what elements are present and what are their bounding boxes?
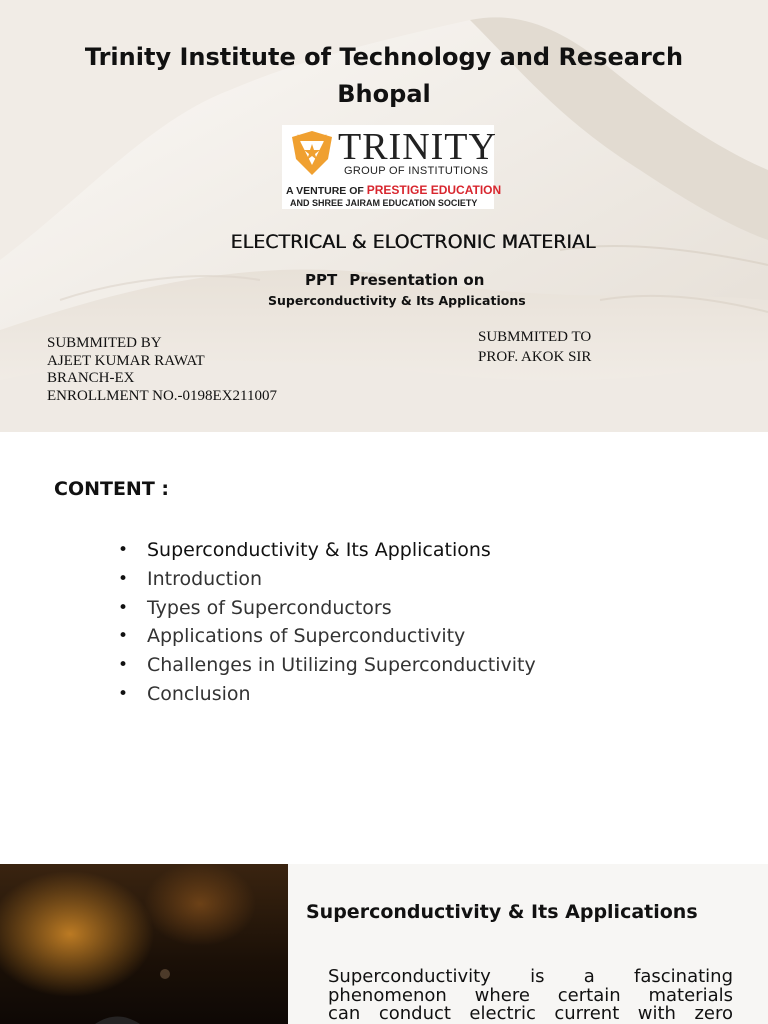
bullet-icon: • [118,683,129,704]
list-item [118,622,536,651]
logo-venture-name: PRESTIGE EDUCATION [366,183,502,197]
list-item [118,651,536,680]
content-slide [0,432,768,864]
list-item-text: Superconductivity & Its Applications [147,539,491,561]
bullet-icon: • [118,597,129,618]
bullet-icon: • [118,540,129,560]
intro-paragraph [328,968,733,1024]
logo-subtitle: GROUP OF INSTITUTIONS [344,165,489,177]
institute-city: Bhopal [337,80,431,108]
paragraph-line: phenomenon where certain materials [328,984,733,1006]
ppt-label: PPT [305,271,338,289]
logo-brand: TRINITY [338,126,497,168]
submitted-to-label: SUBMMITED TO [478,329,592,345]
presentation-topic: Superconductivity & Its Applications [268,293,526,308]
list-item-text: Introduction [147,567,263,590]
paragraph-line: Superconductivity is a fascinating [328,966,733,987]
institute-name: Trinity Institute of Technology and Research [84,43,684,71]
logo-society: AND SHREE JAIRAM EDUCATION SOCIETY [290,198,478,208]
ppt-heading [305,271,484,289]
list-item-text: Challenges in Utilizing Superconductivity [147,654,536,677]
list-item [118,565,536,594]
bullet-icon: • [118,568,129,589]
submitted-to-block [478,327,591,367]
list-item [118,594,536,623]
logo-venture-prefix: A VENTURE OF [286,185,367,197]
professor-name: PROF. AKOK SIR [478,349,592,365]
presentation-on-label: Presentation on [349,271,485,289]
trinity-logo [282,125,502,209]
superconductor-photo [0,864,288,1024]
subject-title: ELECTRICAL & ELOCTRONIC MATERIAL [230,231,596,253]
list-item-text: Conclusion [147,682,251,705]
list-item-text: Types of Superconductors [147,596,392,619]
photo-glow-icon [0,864,288,1024]
star-shield-icon [286,127,338,179]
submitted-by-label: SUBMMITED BY [47,335,162,351]
bullet-icon: • [118,655,129,676]
slide-title: Superconductivity & Its Applications [306,901,698,923]
student-branch: BRANCH-EX [47,370,135,386]
student-enrollment: ENROLLMENT NO.-0198EX211007 [47,387,277,404]
paragraph-line: can conduct electric current with zero [328,1003,733,1024]
logo-venture [286,183,501,197]
submitted-by-block [47,335,277,405]
content-heading: CONTENT : [54,478,170,500]
title-slide [0,0,768,432]
list-item [118,536,536,565]
intro-slide [0,864,768,1024]
list-item [118,680,536,709]
content-list [118,536,536,709]
student-name: AJEET KUMAR RAWAT [47,352,205,369]
bullet-icon: • [118,626,129,647]
list-item-text: Applications of Superconductivity [147,625,466,648]
